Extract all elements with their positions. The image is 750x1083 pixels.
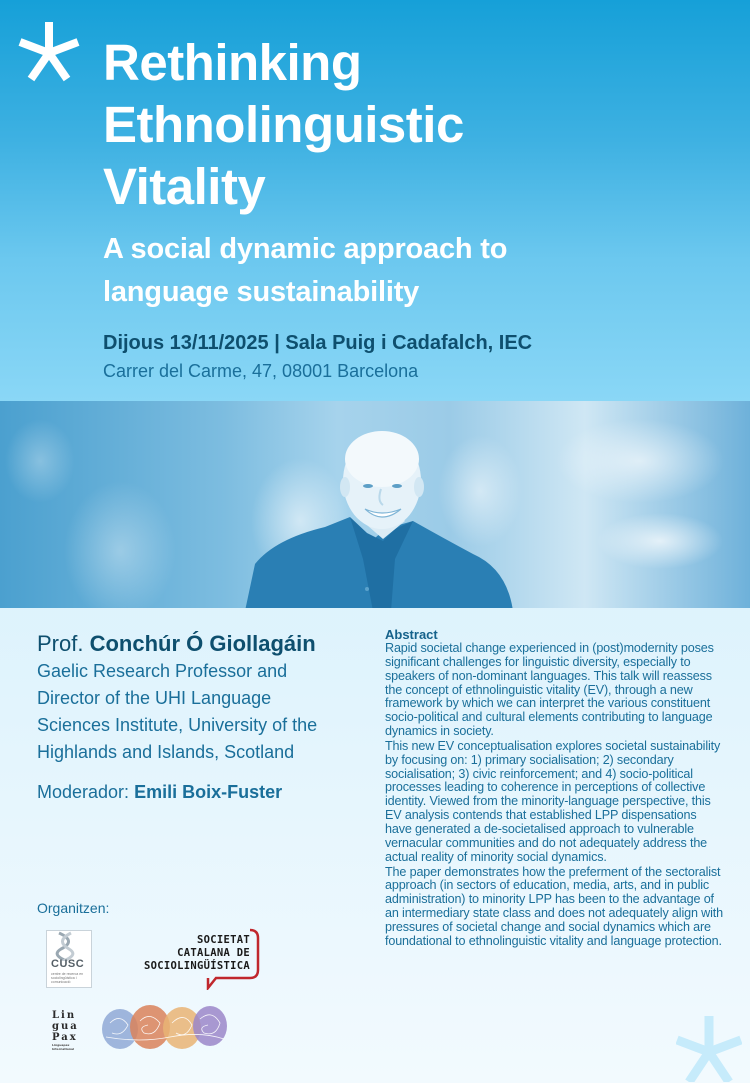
cusc-subtitle: centre de recerca en sociolingüística i comunicació: [51, 972, 84, 984]
header-banner: [0, 0, 750, 401]
cusc-logo: [46, 930, 92, 988]
venue-address: Carrer del Carme, 47, 08001 Barcelona: [103, 361, 419, 381]
dna-helix-icon: [47, 931, 91, 961]
role-line: Director of the UHI Language: [37, 688, 272, 708]
watercolor-faces-logo: [100, 1003, 228, 1053]
abstract-block: [385, 627, 725, 949]
event-subtitle: [103, 228, 507, 314]
scs-name: SOCIETAT CATALANA DE SOCIOLINGÜÍSTICA: [144, 934, 250, 972]
abstract-heading: Abstract: [385, 627, 438, 642]
speaker-name: Conchúr Ó Giollagáin: [89, 631, 316, 656]
cusc-name: CUSC: [51, 958, 85, 970]
speaker-prefix: Prof.: [37, 631, 84, 656]
event-title: [103, 32, 464, 218]
abstract-paragraph: Rapid societal change experienced in (post)modernity poses significant challenges for linguistic diversity, especially to speakers of non-dominant languages. This talk will reassess the concept of ethnolinguistic vitality (EV), through a new framework by which we can interpret the various constituent socio-political and cultural elements contributing to language dynamics in society.: [385, 641, 714, 739]
speaker-portrait-image: [245, 429, 515, 608]
date-venue: Dijous 13/11/2025 | Sala Puig i Cadafalch, IEC: [103, 332, 533, 354]
abstract-paragraph: This new EV conceptualisation explores societal sustainability by focusing on: 1) primary socialisation; 2) secondary socialisation; 3) civic reinforcement; and 4) socio-political processes leading to coherence in perceptions of collective identity. Viewed from the minority-language perspective, this EV analysis contends that established LPP dispensations have generated a de-societalised approach to vulnerable vernacular communities and do not adequately address the actual reality of minority social dynamics.: [385, 738, 721, 864]
asterisk-icon: [18, 20, 80, 82]
scs-logo: [112, 926, 268, 990]
moderator-name: Emili Boix-Fuster: [134, 782, 283, 802]
title-line: Rethinking: [103, 34, 362, 91]
role-line: Highlands and Islands, Scotland: [37, 742, 295, 762]
subtitle-line: A social dynamic approach to: [103, 233, 508, 265]
speaker-name-line: [37, 630, 367, 658]
speaker-block: [37, 630, 367, 805]
moderator-label: Moderador:: [37, 782, 130, 802]
role-line: Sciences Institute, University of the: [37, 715, 318, 735]
linguapax-logo: Lin gua Pax Linguapax International: [52, 1010, 79, 1051]
asterisk-icon: [676, 1016, 742, 1082]
abstract-paragraph: The paper demonstrates how the preferment of the sectoralist approach (in sectors of education, media, arts, and in public administration) to minority LPP has been to the advantage of an intermediary state class and does not adequately align with pressures of societal change and social dynamics which are foundational to ethnolinguistic vitality and language protection.: [385, 864, 723, 948]
role-line: Gaelic Research Professor and: [37, 661, 288, 681]
organizers-label: Organitzen:: [37, 900, 110, 916]
speaker-photo: [0, 401, 750, 608]
title-line: Vitality: [103, 158, 266, 215]
moderator-line: [37, 779, 367, 805]
speaker-role: [37, 658, 367, 766]
title-line: Ethnolinguistic: [103, 96, 464, 153]
subtitle-line: language sustainability: [103, 276, 420, 308]
